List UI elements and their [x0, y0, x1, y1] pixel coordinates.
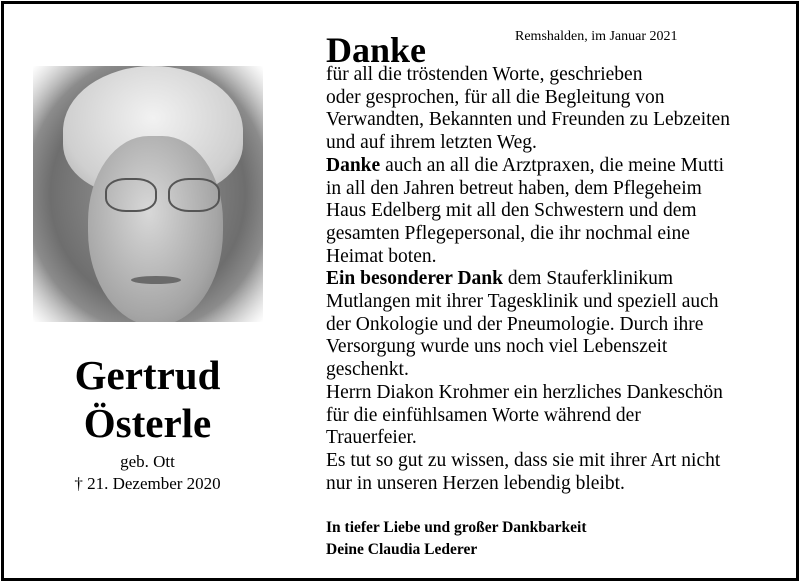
bold-lead: Danke [326, 154, 381, 176]
text-line [326, 450, 730, 473]
text-line [326, 87, 730, 110]
text-line [326, 132, 730, 155]
text-line [326, 200, 730, 223]
photo-glasses-left [105, 178, 157, 212]
line-text: oder gesprochen, für all die Begleitung von [326, 86, 665, 108]
text-line [326, 405, 730, 428]
photo-glasses-right [168, 178, 220, 212]
line-text: Verwandten, Bekannten und Freunden zu Lebzeiten [326, 109, 730, 131]
text-line [326, 336, 730, 359]
photo-face [88, 136, 223, 322]
text-line [326, 291, 730, 314]
thank-you-text [326, 64, 730, 495]
portrait-photo [33, 66, 263, 322]
photo-mouth [131, 276, 181, 284]
line-text: für all die tröstenden Worte, geschrieben [326, 64, 643, 85]
line-text: Heimat boten. [326, 245, 437, 267]
birth-name: geb. Ott [120, 452, 175, 471]
text-line [326, 473, 730, 496]
text-line [326, 359, 730, 382]
signature-name: Deine Claudia Lederer [326, 541, 478, 558]
text-line [326, 223, 730, 246]
first-name: Gertrud [74, 352, 221, 398]
text-line [326, 178, 730, 201]
signature [326, 517, 587, 561]
line-text: geschenkt. [326, 359, 409, 381]
text-line [326, 109, 730, 132]
line-text: für die einfühlsamen Worte während der [326, 404, 641, 426]
line-text: dem Stauferklinikum [503, 268, 674, 290]
line-text: und auf ihrem letzten Weg. [326, 132, 537, 154]
line-text: Versorgung wurde uns noch viel Lebenszeit [326, 336, 668, 358]
line-text: Trauerfeier. [326, 427, 417, 449]
line-text: der Onkologie und der Pneumologie. Durch ihre [326, 313, 704, 335]
line-text: in all den Jahren betreut haben, dem Pflegeheim [326, 177, 702, 199]
place-date: Remshalden, im Januar 2021 [515, 29, 678, 44]
line-text: gesamten Pflegepersonal, die ihr nochmal eine [326, 222, 690, 244]
bold-lead: Ein besonderer Dank [326, 268, 503, 290]
last-name: Österle [83, 400, 212, 446]
heading: Danke [326, 30, 427, 70]
line-text: Es tut so gut zu wissen, dass sie mit ihrer Art nicht [326, 449, 721, 471]
text-line [326, 314, 730, 337]
text-line [326, 155, 730, 178]
text-line [326, 427, 730, 450]
death-date: † 21. Dezember 2020 [74, 474, 221, 493]
text-line [326, 64, 730, 87]
line-text: auch an all die Arztpraxen, die meine Mutti [380, 154, 725, 176]
text-line [326, 382, 730, 405]
signature-line: In tiefer Liebe und großer Dankbarkeit [326, 519, 587, 536]
line-text: Mutlangen mit ihrer Tagesklinik und speziell auch [326, 291, 719, 313]
line-text: nur in unseren Herzen lebendig bleibt. [326, 472, 625, 494]
line-text: Herrn Diakon Krohmer ein herzliches Dankeschön [326, 381, 723, 403]
text-line [326, 268, 730, 291]
text-line [326, 246, 730, 269]
line-text: Haus Edelberg mit all den Schwestern und dem [326, 200, 697, 222]
